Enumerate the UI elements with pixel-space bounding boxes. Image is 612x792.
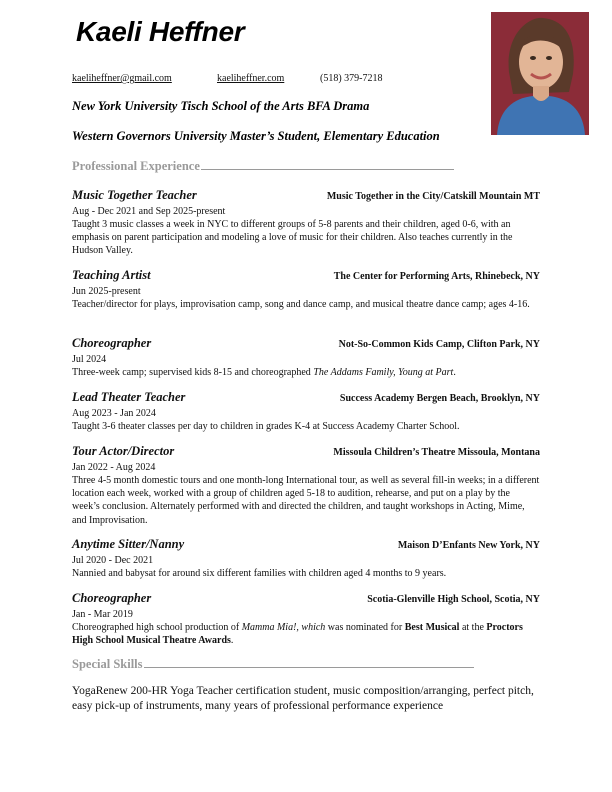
job-desc: Taught 3 music classes a week in NYC to different groups of 5-8 parents and their children, aged 0-6, with an emphasis on parent participation and modeling a love of music for their children. Also teaches currently in the Hudson Valley. (72, 219, 513, 257)
job-desc-text: was nominated for (325, 622, 405, 633)
job-dates: Jun 2025-present (72, 286, 141, 297)
skills-heading-rule (144, 666, 474, 668)
job-desc-text: Choreographed high school production of (72, 622, 242, 633)
experience-heading-text: Professional Experience (72, 159, 200, 173)
job-entry-6 (72, 537, 540, 580)
job-title: Choreographer (72, 336, 152, 350)
job-desc: Nannied and babysat for around six different families with children aged 4 months to 9 years. (72, 568, 447, 579)
job-entry-3 (72, 336, 540, 379)
contact-phone: (518) 379-7218 (320, 73, 383, 84)
job-org: Not-So-Common Kids Camp, Clifton Park, NY (338, 339, 540, 350)
job-desc-show-titles: The Addams Family, Young at Part (313, 367, 454, 378)
job-title: Teaching Artist (72, 268, 151, 282)
job-title: Lead Theater Teacher (72, 390, 186, 404)
job-desc-show-title: Mamma Mia!, which (241, 622, 326, 633)
job-org: Maison D’Enfants New York, NY (397, 540, 540, 551)
job-entry-2 (72, 268, 540, 311)
skills-heading-text: Special Skills (72, 657, 143, 671)
job-desc: Teacher/director for plays, improvisation camp, song and dance camp, and musical theatre dance camp; ages 4-16. (72, 299, 530, 310)
job-desc-award-org: Proctors High School Musical Theatre Awards (72, 622, 523, 647)
job-org: Scotia-Glenville High School, Scotia, NY (367, 594, 540, 605)
job-org: Music Together in the City/Catskill Mountain MT (326, 191, 540, 202)
job-dates: Aug - Dec 2021 and Sep 2025-present (72, 206, 226, 217)
skills-text: YogaRenew 200-HR Yoga Teacher certification student, music composition/arranging, perfect pitch, easy pick-up of instruments, many years of professional performance experience (72, 685, 534, 712)
job-dates: Jul 2020 - Dec 2021 (72, 555, 154, 566)
job-desc-end: . (453, 367, 456, 378)
job-desc (72, 621, 540, 647)
job-entry-5 (72, 444, 540, 527)
education-wgu: Western Governors University Master’s Student, Elementary Education (72, 129, 440, 143)
headshot-photo (491, 12, 589, 135)
job-desc: Taught 3-6 theater classes per day to children in grades K-4 at Success Academy Charter School. (72, 421, 460, 432)
job-org: Missoula Children’s Theatre Missoula, Montana (333, 447, 540, 458)
job-dates: Jan - Mar 2019 (72, 609, 133, 620)
job-title: Music Together Teacher (72, 188, 197, 202)
job-entry-4 (72, 390, 540, 433)
job-desc-text: at the (459, 622, 487, 633)
resume-name: Kaeli Heffner (76, 16, 245, 47)
job-title: Choreographer (72, 591, 152, 605)
experience-heading-rule (201, 168, 454, 170)
skills-heading (72, 657, 474, 672)
education-nyu: New York University Tisch School of the Arts BFA Drama (72, 99, 370, 113)
email-link[interactable]: kaeliheffner@gmail.com (72, 73, 172, 84)
experience-heading (72, 159, 454, 174)
job-desc (72, 366, 540, 379)
job-desc-text: Three-week camp; supervised kids 8-15 and choreographed (72, 367, 314, 378)
contact-email[interactable] (72, 73, 172, 84)
job-title: Tour Actor/Director (72, 444, 175, 458)
job-org: The Center for Performing Arts, Rhinebeck, NY (333, 271, 540, 282)
job-title: Anytime Sitter/Nanny (72, 537, 185, 551)
job-desc: Three 4-5 month domestic tours and one month-long International tour, as well as several fill-in weeks; in a different location each week, worked with a group of children aged 5-18 to audition, rehearse, and put on a play by the week’s conclusion. Alternately performed with and directed the children, and taught workshops in Acting, Mime, and Improvisation. (72, 475, 540, 526)
job-dates: Jul 2024 (72, 354, 107, 365)
job-desc-award: Best Musical (404, 622, 460, 633)
website-link[interactable]: kaeliheffner.com (217, 73, 285, 84)
job-dates: Jan 2022 - Aug 2024 (72, 462, 156, 473)
job-desc-end: . (230, 635, 234, 647)
job-dates: Aug 2023 - Jan 2024 (72, 408, 156, 419)
job-entry-7 (72, 591, 540, 647)
headshot-illustration (491, 12, 589, 135)
job-entry-1 (72, 188, 540, 258)
job-org: Success Academy Bergen Beach, Brooklyn, NY (339, 393, 540, 404)
contact-website[interactable] (217, 73, 284, 84)
